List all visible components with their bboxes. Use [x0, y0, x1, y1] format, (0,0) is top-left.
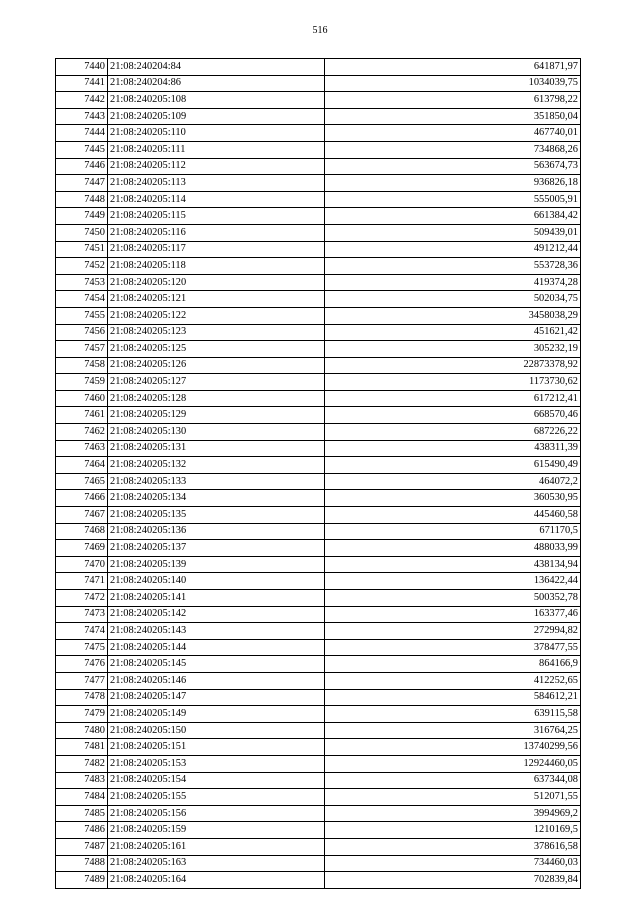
cadastral-number: 21:08:240205:164	[108, 872, 325, 889]
cadastral-value: 378477,55	[325, 639, 581, 656]
table-row	[56, 175, 581, 192]
cadastral-number: 21:08:240205:130	[108, 424, 325, 441]
table-row	[56, 224, 581, 241]
row-number: 7449	[56, 208, 108, 225]
row-number: 7482	[56, 755, 108, 772]
table-row	[56, 755, 581, 772]
table-row	[56, 424, 581, 441]
table-row	[56, 75, 581, 92]
cadastral-number: 21:08:240205:146	[108, 672, 325, 689]
table-row	[56, 556, 581, 573]
table-row	[56, 341, 581, 358]
row-number: 7448	[56, 191, 108, 208]
cadastral-number: 21:08:240205:117	[108, 241, 325, 258]
cadastral-number: 21:08:240205:156	[108, 805, 325, 822]
row-number: 7489	[56, 872, 108, 889]
table-row	[56, 407, 581, 424]
cadastral-value: 668570,46	[325, 407, 581, 424]
cadastral-value: 864166,9	[325, 656, 581, 673]
table-row	[56, 473, 581, 490]
cadastral-number: 21:08:240205:131	[108, 440, 325, 457]
row-number: 7480	[56, 722, 108, 739]
row-number: 7476	[56, 656, 108, 673]
cadastral-number: 21:08:240205:116	[108, 224, 325, 241]
cadastral-number: 21:08:240205:163	[108, 855, 325, 872]
table-row	[56, 656, 581, 673]
page-number: 516	[312, 25, 328, 36]
cadastral-number: 21:08:240205:140	[108, 573, 325, 590]
cadastral-value: 12924460,05	[325, 755, 581, 772]
cadastral-value: 702839,84	[325, 872, 581, 889]
row-number: 7481	[56, 739, 108, 756]
table-row	[56, 191, 581, 208]
cadastral-value: 500352,78	[325, 590, 581, 607]
table-row	[56, 573, 581, 590]
cadastral-value: 467740,01	[325, 125, 581, 142]
cadastral-value: 438134,94	[325, 556, 581, 573]
cadastral-number: 21:08:240205:143	[108, 623, 325, 640]
cadastral-number: 21:08:240205:144	[108, 639, 325, 656]
table-row	[56, 125, 581, 142]
row-number: 7460	[56, 390, 108, 407]
table-row	[56, 822, 581, 839]
cadastral-value: 639115,58	[325, 706, 581, 723]
cadastral-value: 360530,95	[325, 490, 581, 507]
row-number: 7474	[56, 623, 108, 640]
row-number: 7470	[56, 556, 108, 573]
row-number: 7471	[56, 573, 108, 590]
cadastral-value: 378616,58	[325, 838, 581, 855]
cadastral-number: 21:08:240205:132	[108, 457, 325, 474]
cadastral-number: 21:08:240205:110	[108, 125, 325, 142]
cadastral-number: 21:08:240205:115	[108, 208, 325, 225]
table-row	[56, 623, 581, 640]
cadastral-value: 438311,39	[325, 440, 581, 457]
cadastral-value: 936826,18	[325, 175, 581, 192]
row-number: 7466	[56, 490, 108, 507]
table-row	[56, 457, 581, 474]
table-row	[56, 855, 581, 872]
cadastral-value: 555005,91	[325, 191, 581, 208]
row-number: 7468	[56, 523, 108, 540]
cadastral-value: 661384,42	[325, 208, 581, 225]
row-number: 7486	[56, 822, 108, 839]
row-number: 7478	[56, 689, 108, 706]
table-row	[56, 357, 581, 374]
cadastral-number: 21:08:240204:84	[108, 59, 325, 76]
cadastral-number: 21:08:240205:133	[108, 473, 325, 490]
table-row	[56, 324, 581, 341]
cadastral-number: 21:08:240205:135	[108, 507, 325, 524]
table-row	[56, 639, 581, 656]
cadastral-number: 21:08:240205:114	[108, 191, 325, 208]
table-row	[56, 706, 581, 723]
cadastral-value: 734868,26	[325, 141, 581, 158]
cadastral-number: 21:08:240205:139	[108, 556, 325, 573]
cadastral-value: 412252,65	[325, 672, 581, 689]
row-number: 7484	[56, 789, 108, 806]
row-number: 7461	[56, 407, 108, 424]
row-number: 7459	[56, 374, 108, 391]
table-row	[56, 208, 581, 225]
row-number: 7472	[56, 590, 108, 607]
cadastral-number: 21:08:240205:149	[108, 706, 325, 723]
cadastral-number: 21:08:240205:122	[108, 307, 325, 324]
table-row	[56, 241, 581, 258]
cadastral-value: 3458038,29	[325, 307, 581, 324]
cadastral-value: 488033,99	[325, 540, 581, 557]
row-number: 7458	[56, 357, 108, 374]
cadastral-number: 21:08:240205:111	[108, 141, 325, 158]
cadastral-number: 21:08:240205:113	[108, 175, 325, 192]
cadastral-number: 21:08:240205:154	[108, 772, 325, 789]
cadastral-value: 734460,03	[325, 855, 581, 872]
table-row	[56, 805, 581, 822]
cadastral-number: 21:08:240205:142	[108, 606, 325, 623]
table-body	[56, 59, 581, 889]
row-number: 7447	[56, 175, 108, 192]
table-row	[56, 772, 581, 789]
row-number: 7465	[56, 473, 108, 490]
cadastral-number: 21:08:240205:141	[108, 590, 325, 607]
cadastral-value: 563674,73	[325, 158, 581, 175]
table-row	[56, 374, 581, 391]
cadastral-value-table	[55, 58, 581, 889]
table-row	[56, 390, 581, 407]
row-number: 7455	[56, 307, 108, 324]
cadastral-value: 316764,25	[325, 722, 581, 739]
table-row	[56, 838, 581, 855]
cadastral-number: 21:08:240205:121	[108, 291, 325, 308]
table-row	[56, 258, 581, 275]
row-number: 7477	[56, 672, 108, 689]
cadastral-number: 21:08:240205:159	[108, 822, 325, 839]
cadastral-value: 1173730,62	[325, 374, 581, 391]
cadastral-value: 553728,36	[325, 258, 581, 275]
row-number: 7445	[56, 141, 108, 158]
table-row	[56, 507, 581, 524]
table-row	[56, 59, 581, 76]
row-number: 7479	[56, 706, 108, 723]
table-row	[56, 606, 581, 623]
row-number: 7456	[56, 324, 108, 341]
row-number: 7475	[56, 639, 108, 656]
cadastral-value: 613798,22	[325, 92, 581, 109]
cadastral-value: 617212,41	[325, 390, 581, 407]
cadastral-number: 21:08:240205:134	[108, 490, 325, 507]
cadastral-value: 305232,19	[325, 341, 581, 358]
cadastral-value: 512071,55	[325, 789, 581, 806]
cadastral-value: 584612,21	[325, 689, 581, 706]
cadastral-value: 22873378,92	[325, 357, 581, 374]
cadastral-number: 21:08:240205:137	[108, 540, 325, 557]
row-number: 7488	[56, 855, 108, 872]
cadastral-number: 21:08:240205:145	[108, 656, 325, 673]
table-row	[56, 92, 581, 109]
row-number: 7443	[56, 108, 108, 125]
row-number: 7446	[56, 158, 108, 175]
row-number: 7487	[56, 838, 108, 855]
cadastral-value: 615490,49	[325, 457, 581, 474]
row-number: 7440	[56, 59, 108, 76]
cadastral-value: 445460,58	[325, 507, 581, 524]
cadastral-value: 687226,22	[325, 424, 581, 441]
cadastral-number: 21:08:240205:127	[108, 374, 325, 391]
cadastral-number: 21:08:240204:86	[108, 75, 325, 92]
cadastral-value: 451621,42	[325, 324, 581, 341]
cadastral-number: 21:08:240205:125	[108, 341, 325, 358]
cadastral-value: 1034039,75	[325, 75, 581, 92]
cadastral-number: 21:08:240205:109	[108, 108, 325, 125]
row-number: 7473	[56, 606, 108, 623]
table-row	[56, 158, 581, 175]
table-row	[56, 689, 581, 706]
table-row	[56, 490, 581, 507]
row-number: 7442	[56, 92, 108, 109]
cadastral-value: 502034,75	[325, 291, 581, 308]
cadastral-value: 671170,5	[325, 523, 581, 540]
row-number: 7457	[56, 341, 108, 358]
row-number: 7469	[56, 540, 108, 557]
cadastral-value: 351850,04	[325, 108, 581, 125]
row-number: 7464	[56, 457, 108, 474]
row-number: 7483	[56, 772, 108, 789]
cadastral-value: 136422,44	[325, 573, 581, 590]
row-number: 7485	[56, 805, 108, 822]
row-number: 7467	[56, 507, 108, 524]
row-number: 7451	[56, 241, 108, 258]
table-row	[56, 291, 581, 308]
table-row	[56, 540, 581, 557]
row-number: 7444	[56, 125, 108, 142]
cadastral-number: 21:08:240205:123	[108, 324, 325, 341]
table-row	[56, 672, 581, 689]
cadastral-value: 1210169,5	[325, 822, 581, 839]
cadastral-number: 21:08:240205:120	[108, 274, 325, 291]
cadastral-value: 163377,46	[325, 606, 581, 623]
cadastral-number: 21:08:240205:126	[108, 357, 325, 374]
cadastral-value: 272994,82	[325, 623, 581, 640]
row-number: 7462	[56, 424, 108, 441]
cadastral-value: 13740299,56	[325, 739, 581, 756]
table-row	[56, 440, 581, 457]
cadastral-value: 464072,2	[325, 473, 581, 490]
cadastral-number: 21:08:240205:155	[108, 789, 325, 806]
cadastral-number: 21:08:240205:161	[108, 838, 325, 855]
table-row	[56, 590, 581, 607]
cadastral-value: 509439,01	[325, 224, 581, 241]
table-row	[56, 141, 581, 158]
table-row	[56, 274, 581, 291]
cadastral-number: 21:08:240205:147	[108, 689, 325, 706]
cadastral-number: 21:08:240205:118	[108, 258, 325, 275]
cadastral-number: 21:08:240205:150	[108, 722, 325, 739]
cadastral-number: 21:08:240205:108	[108, 92, 325, 109]
row-number: 7454	[56, 291, 108, 308]
row-number: 7463	[56, 440, 108, 457]
cadastral-number: 21:08:240205:153	[108, 755, 325, 772]
table-row	[56, 739, 581, 756]
cadastral-value: 637344,08	[325, 772, 581, 789]
table-row	[56, 108, 581, 125]
row-number: 7441	[56, 75, 108, 92]
cadastral-value: 3994969,2	[325, 805, 581, 822]
table-row	[56, 523, 581, 540]
table-row	[56, 789, 581, 806]
cadastral-number: 21:08:240205:151	[108, 739, 325, 756]
cadastral-number: 21:08:240205:129	[108, 407, 325, 424]
table-row	[56, 872, 581, 889]
cadastral-value: 419374,28	[325, 274, 581, 291]
row-number: 7450	[56, 224, 108, 241]
cadastral-number: 21:08:240205:128	[108, 390, 325, 407]
table-row	[56, 722, 581, 739]
cadastral-number: 21:08:240205:112	[108, 158, 325, 175]
row-number: 7452	[56, 258, 108, 275]
cadastral-number: 21:08:240205:136	[108, 523, 325, 540]
cadastral-value: 641871,97	[325, 59, 581, 76]
table-row	[56, 307, 581, 324]
row-number: 7453	[56, 274, 108, 291]
cadastral-value: 491212,44	[325, 241, 581, 258]
